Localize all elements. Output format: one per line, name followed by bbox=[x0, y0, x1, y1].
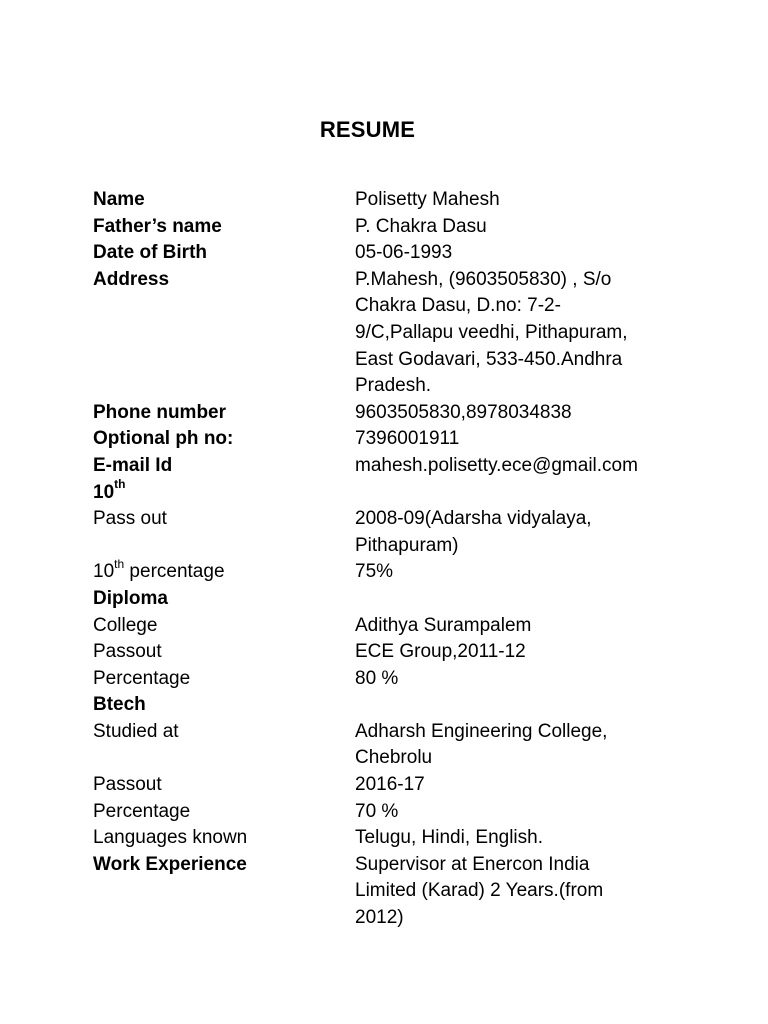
field-label-text: Diploma bbox=[93, 587, 168, 609]
field-value-line: 2012) bbox=[355, 907, 404, 929]
field-value-line: Chakra Dasu, D.no: 7-2- bbox=[355, 295, 561, 317]
field-label-text: Optional ph no: bbox=[93, 428, 234, 450]
field-value-line: Adharsh Engineering College, bbox=[355, 720, 608, 742]
field-label-text: Studied at bbox=[93, 720, 179, 742]
field-label bbox=[93, 666, 355, 693]
field-value-line: 2016-17 bbox=[355, 774, 425, 796]
field-label-text: 10 bbox=[93, 561, 115, 583]
field-value-line: 75% bbox=[355, 561, 394, 583]
field-value-line: 7396001911 bbox=[355, 428, 460, 450]
field-value-line: Limited (Karad) 2 Years.(from bbox=[355, 880, 604, 902]
field-label bbox=[93, 772, 355, 799]
field-label-suffix: percentage bbox=[124, 561, 225, 583]
field-label bbox=[93, 453, 355, 480]
resume-title: RESUME bbox=[319, 117, 416, 142]
field-value-line: Supervisor at Enercon India bbox=[355, 853, 590, 875]
field-label-text: Address bbox=[93, 268, 170, 290]
field-label-text: Percentage bbox=[93, 667, 191, 689]
resume-row bbox=[93, 453, 693, 480]
field-value-line: Polisetty Mahesh bbox=[355, 189, 500, 210]
field-value bbox=[355, 586, 693, 613]
field-label-superscript: th bbox=[114, 556, 125, 571]
resume-row bbox=[93, 477, 693, 507]
field-value bbox=[355, 799, 693, 826]
field-label-text: Passout bbox=[93, 774, 162, 796]
field-label bbox=[93, 506, 355, 559]
field-value-line: Adithya Surampalem bbox=[355, 614, 532, 636]
field-value-line: Chebrolu bbox=[355, 747, 433, 769]
field-value-line: 2008-09(Adarsha vidyalaya, bbox=[355, 508, 592, 530]
field-label bbox=[93, 426, 355, 453]
field-label bbox=[93, 825, 355, 852]
field-label bbox=[93, 639, 355, 666]
resume-row bbox=[93, 852, 693, 932]
resume-row bbox=[93, 214, 693, 241]
field-label bbox=[93, 477, 355, 507]
resume-row bbox=[93, 772, 693, 799]
field-value bbox=[355, 426, 693, 453]
field-value bbox=[355, 852, 693, 932]
field-value-line: 05-06-1993 bbox=[355, 242, 453, 264]
field-label-text: Passout bbox=[93, 641, 162, 663]
field-value bbox=[355, 214, 693, 241]
field-label bbox=[93, 400, 355, 427]
field-value-line: 70 % bbox=[355, 800, 399, 822]
resume-details-list bbox=[93, 187, 693, 932]
field-value-line: East Godavari, 533-450.Andhra bbox=[355, 348, 623, 370]
resume-row bbox=[93, 586, 693, 613]
field-label-text: Father’s name bbox=[93, 215, 222, 237]
field-value-line: P. Chakra Dasu bbox=[355, 215, 487, 237]
field-label bbox=[93, 556, 355, 586]
field-label-text: Work Experience bbox=[93, 853, 247, 875]
resume-row bbox=[93, 666, 693, 693]
field-value bbox=[355, 506, 693, 559]
field-label-text: Name bbox=[93, 189, 145, 210]
resume-row bbox=[93, 267, 693, 400]
field-label bbox=[93, 586, 355, 613]
field-value-line: 9603505830,8978034838 bbox=[355, 401, 572, 423]
resume-row bbox=[93, 692, 693, 719]
resume-row bbox=[93, 556, 693, 586]
field-value bbox=[355, 825, 693, 852]
field-value-line: Pithapuram) bbox=[355, 534, 459, 556]
field-value bbox=[355, 692, 693, 719]
field-label bbox=[93, 852, 355, 932]
field-label-text: 10 bbox=[93, 481, 115, 503]
field-value bbox=[355, 559, 693, 586]
resume-row bbox=[93, 639, 693, 666]
field-label-text: Pass out bbox=[93, 508, 167, 530]
field-value-line: 80 % bbox=[355, 667, 399, 689]
field-value bbox=[355, 480, 693, 507]
field-value-line: Pradesh. bbox=[355, 375, 432, 397]
field-label bbox=[93, 613, 355, 640]
resume-row bbox=[93, 506, 693, 559]
field-label-text: Phone number bbox=[93, 401, 227, 423]
field-label-text: E-mail Id bbox=[93, 454, 173, 476]
field-value bbox=[355, 267, 693, 400]
field-label bbox=[93, 719, 355, 772]
field-value-line: ECE Group,2011-12 bbox=[355, 641, 526, 663]
field-label-text: Percentage bbox=[93, 800, 191, 822]
field-label-text: College bbox=[93, 614, 158, 636]
field-value-line: 9/C,Pallapu veedhi, Pithapuram, bbox=[355, 321, 628, 343]
field-value bbox=[355, 666, 693, 693]
field-value-line: Telugu, Hindi, English. bbox=[355, 827, 543, 849]
resume-row bbox=[93, 426, 693, 453]
field-label bbox=[93, 240, 355, 267]
field-value-line: mahesh.polisetty.ece@gmail.com bbox=[355, 454, 638, 476]
field-value bbox=[355, 240, 693, 267]
field-label bbox=[93, 187, 355, 214]
field-label bbox=[93, 692, 355, 719]
field-value bbox=[355, 772, 693, 799]
field-value bbox=[355, 613, 693, 640]
field-value bbox=[355, 400, 693, 427]
field-label-text: Date of Birth bbox=[93, 242, 207, 264]
resume-row bbox=[93, 187, 693, 214]
resume-row bbox=[93, 613, 693, 640]
field-label-text: Btech bbox=[93, 694, 146, 716]
field-label-text: Languages known bbox=[93, 827, 248, 849]
field-label bbox=[93, 799, 355, 826]
resume-row bbox=[93, 400, 693, 427]
field-value bbox=[355, 719, 693, 772]
resume-row bbox=[93, 719, 693, 772]
resume-row bbox=[93, 825, 693, 852]
field-value bbox=[355, 639, 693, 666]
field-label bbox=[93, 214, 355, 241]
field-value bbox=[355, 187, 693, 214]
resume-row bbox=[93, 799, 693, 826]
field-value bbox=[355, 453, 693, 480]
field-value-line: P.Mahesh, (9603505830) , S/o bbox=[355, 268, 612, 290]
field-label-superscript: th bbox=[114, 477, 126, 492]
field-label bbox=[93, 267, 355, 400]
resume-row bbox=[93, 240, 693, 267]
